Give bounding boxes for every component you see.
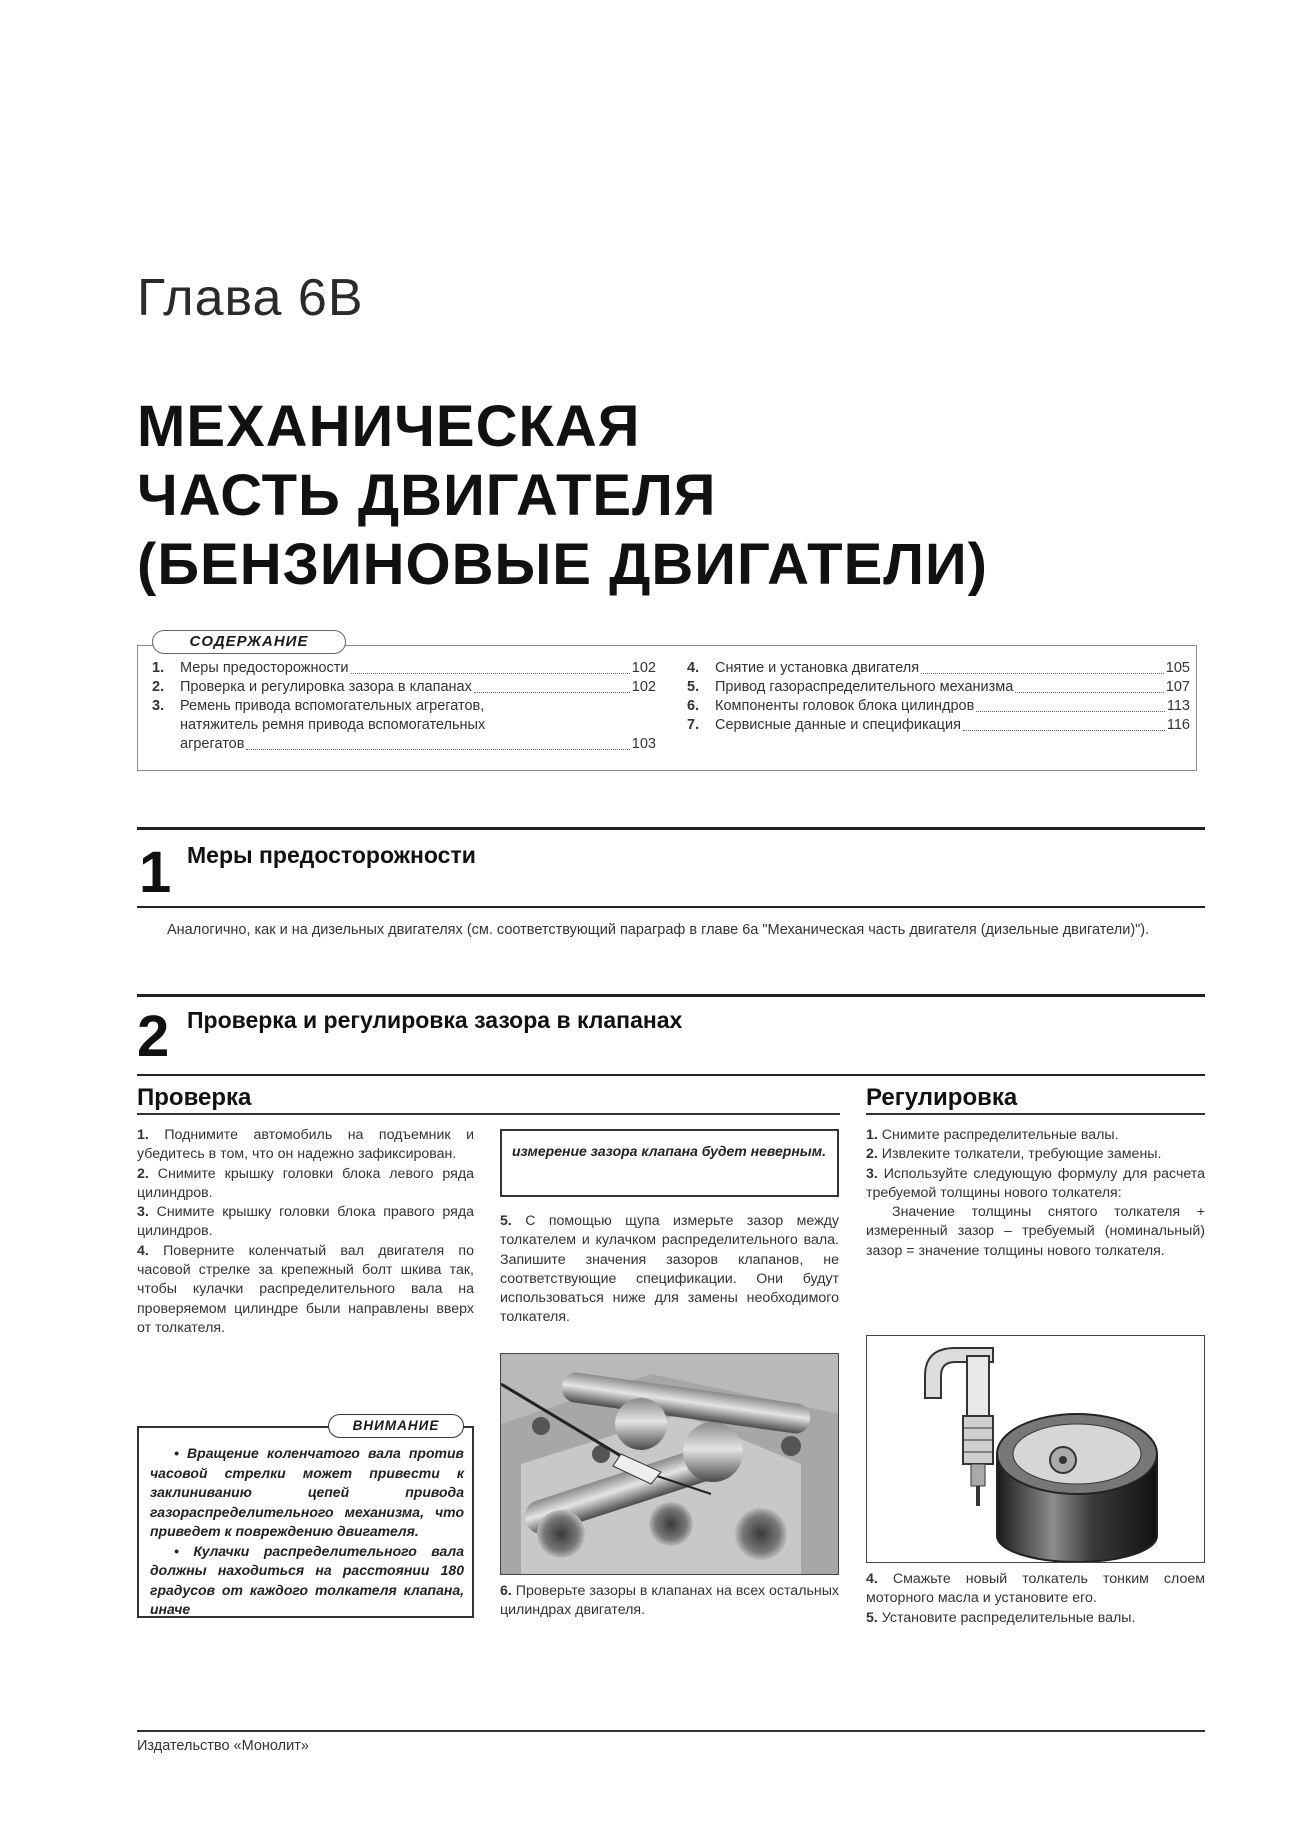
step: 4. Смажьте новый толкатель тонким слоем моторного масла и установите его. [866,1571,1205,1607]
step: 5. Установите распределительные валы. [866,1609,1136,1626]
section-number: 2 [137,1004,170,1069]
check-steps [137,1126,474,1338]
adjust-steps [866,1126,1205,1261]
chapter-label: Глава 6В [137,269,364,327]
section-text: Аналогично, как и на дизельных двигателях (см. соответствующий параграф в главе 6а "Механическая часть двигателя (дизельные двигатели)"). [167,922,1150,938]
step: 1. Поднимите автомобиль на подъемник и убедитесь в том, что он надежно зафиксирован. [137,1127,474,1163]
section-title: Меры предосторожности [187,842,476,868]
toc-item[interactable]: 2. Проверка и регулировка зазора в клапанах 102 [152,679,656,695]
section-number: 1 [139,840,172,905]
chapter-title [137,392,1197,599]
step: 3. Снимите крышку головки блока правого ряда цилиндров. [137,1204,474,1240]
step: 2. Снимите крышку головки блока левого ряда цилиндров. [137,1165,474,1201]
title-line: ЧАСТЬ ДВИГАТЕЛЯ [137,463,717,528]
toc-left-column [152,659,656,754]
note-text: измерение зазора клапана будет неверным. [512,1143,826,1159]
section-rule [137,827,1205,830]
toc-item[interactable]: 5. Привод газораспределительного механизма 107 [687,679,1190,695]
check-step-6 [500,1582,839,1621]
toc-heading: СОДЕРЖАНИЕ [152,630,346,654]
subsection-heading-adjust: Регулировка [866,1084,1018,1111]
engine-photo [500,1353,839,1575]
warning-text: • Вращение коленчатого вала против часовой стрелки может привести к заклиниванию цепей привода газораспределительного механизма, что приведет к повреждению двигателя. • Кулачки распределительного вала должны находиться на расстоянии 180 градусов от каждого толкателя клапана, иначе [150,1445,464,1617]
step: 2. Извлеките толкатели, требующие замены. [866,1146,1162,1163]
toc-item[interactable]: 7. Сервисные данные и спецификация 116 [687,717,1190,733]
section-rule [137,994,1205,997]
toc-item[interactable]: 3. Ремень привода вспомогательных агрегатов, натяжитель ремня привода вспомогательных агрегатов 103 [152,698,656,752]
step: 3. Используйте следующую формулу для расчета требуемой толщины нового толкателя: [866,1165,1205,1201]
section-rule [137,906,1205,908]
title-line: МЕХАНИЧЕСКАЯ [137,394,641,459]
subsection-rule [866,1113,1205,1115]
subsection-heading-check: Проверка [137,1084,252,1111]
section-title: Проверка и регулировка зазора в клапанах [187,1007,683,1033]
warning-label: ВНИМАНИЕ [328,1414,464,1438]
adjust-steps-continued [866,1570,1205,1628]
toc-item[interactable]: 4. Снятие и установка двигателя 105 [687,660,1190,676]
footer-rule [137,1730,1205,1732]
step: 4. Поверните коленчатый вал двигателя по часовой стрелке за крепежный болт шкива так, чтобы кулачки распределительного вала на проверяемом цилиндре были направлены вверх от толкателя. [137,1242,474,1336]
step: 1. Снимите распределительные валы. [866,1127,1119,1143]
subsection-rule [137,1113,840,1115]
toc-right-column [687,659,1190,735]
micrometer-illustration [866,1335,1205,1563]
section-rule [137,1074,1205,1076]
step: 5. С помощью щупа измерьте зазор между толкателем и кулачком распределительного вала. Запишите значения зазоров клапанов, не соответствующие спецификации. Они будут использоваться ниже для замены необходимого толкателя. [500,1213,839,1326]
check-steps-continued [500,1212,839,1328]
note-box [500,1129,839,1197]
toc-item[interactable]: 6. Компоненты головок блока цилиндров 113 [687,698,1190,714]
formula: Значение толщины снятого толкателя + измеренный зазор – требуемый (номинальный) зазор = значение толщины нового толкателя. [866,1204,1205,1259]
step: 6. Проверьте зазоры в клапанах на всех остальных цилиндрах двигателя. [500,1583,839,1619]
toc-item[interactable]: 1. Меры предосторожности 102 [152,660,656,676]
title-line: (БЕНЗИНОВЫЕ ДВИГАТЕЛИ) [137,532,988,597]
publisher-footer: Издательство «Монолит» [137,1738,309,1754]
